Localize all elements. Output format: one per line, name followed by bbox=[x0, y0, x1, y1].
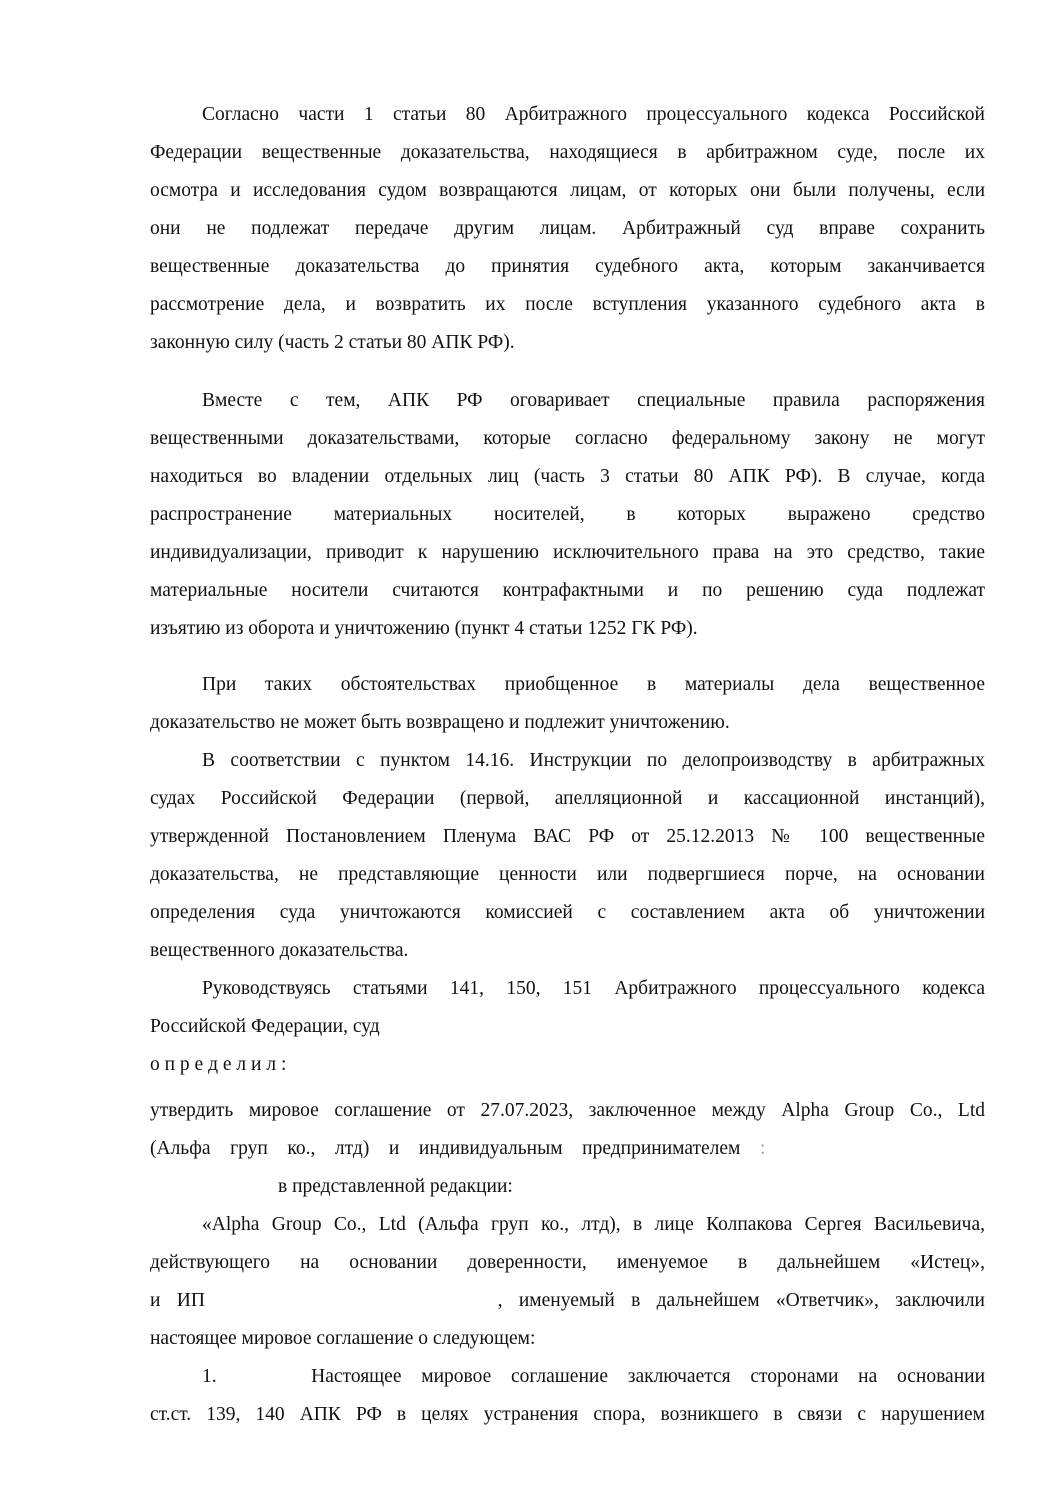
paragraph-guided-by-articles bbox=[150, 970, 985, 1046]
text-line: распространение материальных носителей, в которых выражено средство bbox=[150, 504, 985, 525]
text-line: действующего на основании доверенности, именуемое в дальнейшем «Истец», bbox=[150, 1252, 985, 1273]
paragraph-special-disposal-rules bbox=[150, 382, 985, 648]
text-line: утвержденной Постановлением Пленума ВАС РФ от 25.12.2013 № 100 вещественные bbox=[150, 826, 985, 847]
redaction-artifact-mark: : bbox=[760, 1138, 766, 1159]
text-line: доказательство не может быть возвращено и подлежит уничтожению. bbox=[150, 712, 730, 733]
text-line: настоящее мировое соглашение о следующем: bbox=[150, 1328, 536, 1349]
text-line: Вместе с тем, АПК РФ оговаривает специальные правила распоряжения bbox=[202, 390, 985, 411]
text-span: и ИП bbox=[150, 1290, 205, 1311]
edition-line bbox=[150, 1168, 985, 1206]
text-span: (Альфа груп ко., лтд) и индивидуальным предпринимателем bbox=[150, 1138, 741, 1159]
text-line: утвердить мировое соглашение от 27.07.2023, заключенное между Alpha Group Co., Ltd bbox=[150, 1100, 985, 1121]
redacted-name-gap bbox=[221, 1305, 481, 1306]
text-span: Настоящее мировое соглашение заключается сторонами на основании bbox=[311, 1366, 986, 1387]
paragraph-instruction-14-16 bbox=[150, 742, 985, 970]
text-line: Руководствуясь статьями 141, 150, 151 Арбитражного процессуального кодекса bbox=[202, 978, 985, 999]
text-line bbox=[150, 1358, 985, 1396]
text-line: находиться во владении отдельных лиц (часть 3 статьи 80 АПК РФ). В случае, когда bbox=[150, 466, 985, 487]
text-line: ст.ст. 139, 140 АПК РФ в целях устранения спора, возникшего в связи с нарушением bbox=[150, 1404, 985, 1425]
text-line: Федерации вещественные доказательства, находящиеся в арбитражном суде, после их bbox=[150, 142, 985, 163]
text-line: Согласно части 1 статьи 80 Арбитражного процессуального кодекса Российской bbox=[202, 104, 985, 125]
ruling-keyword: о п р е д е л и л : bbox=[150, 1054, 287, 1075]
document-text bbox=[150, 96, 985, 1434]
text-line: «Alpha Group Co., Ltd (Альфа груп ко., лтд), в лице Колпакова Сергея Васильевича, bbox=[202, 1214, 985, 1235]
text-line: осмотра и исследования судом возвращаются лицам, от которых они были получены, если bbox=[150, 180, 985, 201]
text-line: вещественные доказательства до принятия судебного акта, которым заканчивается bbox=[150, 256, 985, 277]
text-line: Российской Федерации, суд bbox=[150, 1016, 380, 1037]
text-line: При таких обстоятельствах приобщенное в материалы дела вещественное bbox=[202, 674, 985, 695]
paragraph-approve-settlement bbox=[150, 1092, 985, 1168]
redacted-name-gap bbox=[785, 1153, 985, 1154]
redacted-text-gap bbox=[150, 1191, 278, 1192]
text-line: вещественного доказательства. bbox=[150, 940, 409, 961]
paragraph-clause-1 bbox=[150, 1358, 985, 1434]
text-line bbox=[150, 1130, 985, 1168]
text-line: законную силу (часть 2 статьи 80 АПК РФ). bbox=[150, 332, 515, 353]
paragraph-settlement-parties bbox=[150, 1206, 985, 1358]
text-line bbox=[150, 1282, 985, 1320]
text-span: в представленной редакции: bbox=[278, 1176, 513, 1197]
text-line: судах Российской Федерации (первой, апелляционной и кассационной инстанций), bbox=[150, 788, 985, 809]
text-span: , именуемый в дальнейшем «Ответчик», заключили bbox=[497, 1290, 985, 1311]
text-line: рассмотрение дела, и возвратить их после вступления указанного судебного акта в bbox=[150, 294, 985, 315]
text-line: В соответствии с пунктом 14.16. Инструкции по делопроизводству в арбитражных bbox=[202, 750, 985, 771]
clause-number: 1. bbox=[202, 1366, 217, 1387]
text-line: индивидуализации, приводит к нарушению исключительного права на это средство, такие bbox=[150, 542, 985, 563]
text-line: вещественными доказательствами, которые согласно федеральному закону не могут bbox=[150, 428, 985, 449]
tab-gap bbox=[236, 1381, 291, 1382]
text-line: изъятию из оборота и уничтожению (пункт 4 статьи 1252 ГК РФ). bbox=[150, 618, 698, 639]
text-line: они не подлежат передаче другим лицам. Арбитражный суд вправе сохранить bbox=[150, 218, 985, 239]
text-line: определения суда уничтожаются комиссией с составлением акта об уничтожении bbox=[150, 902, 985, 923]
paragraph-destruction-conclusion bbox=[150, 666, 985, 742]
text-line: доказательства, не представляющие ценности или подвергшиеся порче, на основании bbox=[150, 864, 985, 885]
paragraph-apk-article-80 bbox=[150, 96, 985, 362]
text-line: материальные носители считаются контрафактными и по решению суда подлежат bbox=[150, 580, 985, 601]
